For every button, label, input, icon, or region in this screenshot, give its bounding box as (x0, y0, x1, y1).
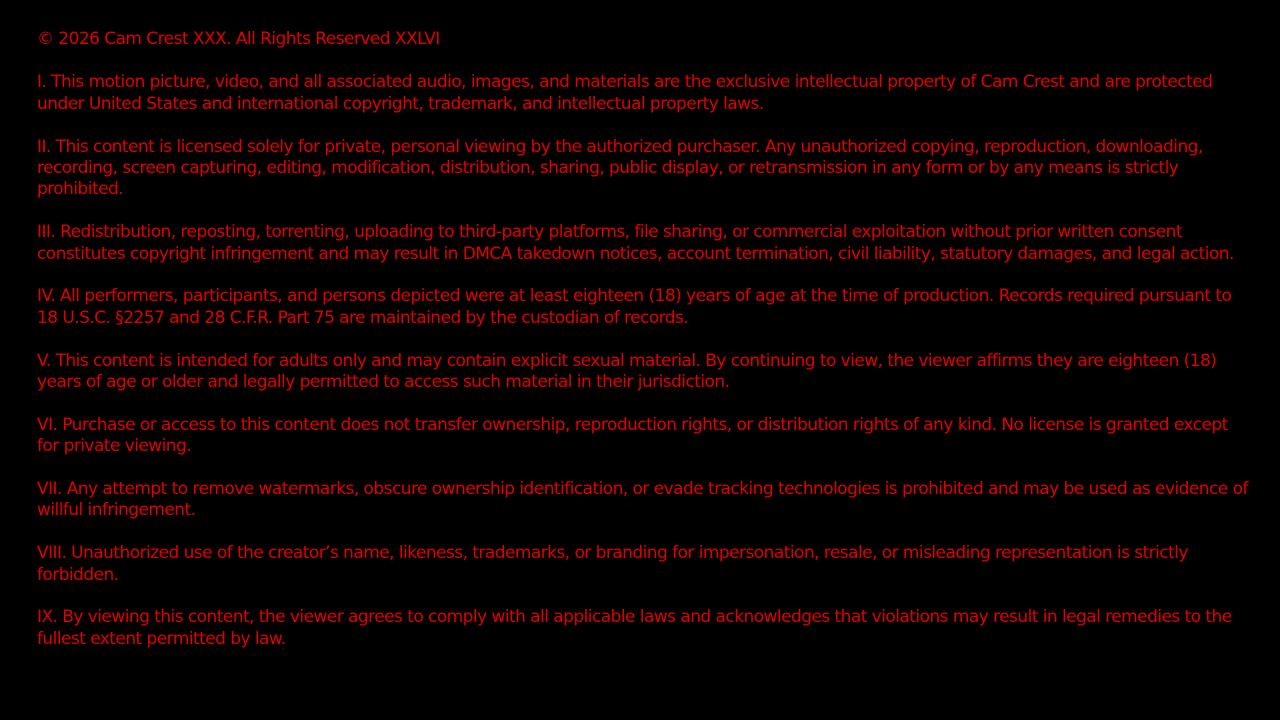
notice-section-3: III. Redistribution, reposting, torrenting, uploading to third-party platforms, file sharing, or commercial exploitation without prior written consent constitutes copyright infringement and may result in DMCA takedown notices, account termination, civil liability, statutory damages, and legal action. (37, 222, 1234, 264)
notice-section-5: V. This content is intended for adults only and may contain explicit sexual material. By continuing to view, the viewer affirms they are eighteen (18) years of age or older and legally permitted to access such material in their jurisdiction. (37, 350, 1217, 393)
notice-section-4: IV. All performers, participants, and persons depicted were at least eighteen (18) years of age at the time of production. Records required pursuant to 18 U.S.C. §2257 and 28 C.F.R. Part 75 are maintained by the custodian of records. (37, 286, 1232, 328)
copyright-line: © 2026 Cam Crest XXX. All Rights Reserved XXLVI (37, 29, 440, 49)
notice-section-1: I. This motion picture, video, and all associated audio, images, and materials are the exclusive intellectual property of Cam Crest and are protected under United States and international copyright, trademark, and intellectual property laws. (37, 72, 1213, 114)
notice-section-8: VIII. Unauthorized use of the creator’s name, likeness, trademarks, or branding for impersonation, resale, or misleading representation is strictly forbidden. (37, 543, 1188, 585)
notice-section-7: VII. Any attempt to remove watermarks, obscure ownership identification, or evade tracking technologies is prohibited and may be used as evidence of willful infringement. (37, 479, 1248, 521)
notice-section-9: IX. By viewing this content, the viewer agrees to comply with all applicable laws and acknowledges that violations may result in legal remedies to the fullest extent permitted by law. (37, 607, 1232, 649)
notice-section-2: II. This content is licensed solely for private, personal viewing by the authorized purchaser. Any unauthorized copying, reproduction, downloading, recording, screen capturing, editing, modification, distribution, sharing, public display, or retransmission in any form or by any means is strictly prohibited. (37, 136, 1203, 200)
notice-section-6: VI. Purchase or access to this content does not transfer ownership, reproduction rights, or distribution rights of any kind. No license is granted except for private viewing. (37, 414, 1228, 457)
legal-notice (37, 29, 1252, 672)
